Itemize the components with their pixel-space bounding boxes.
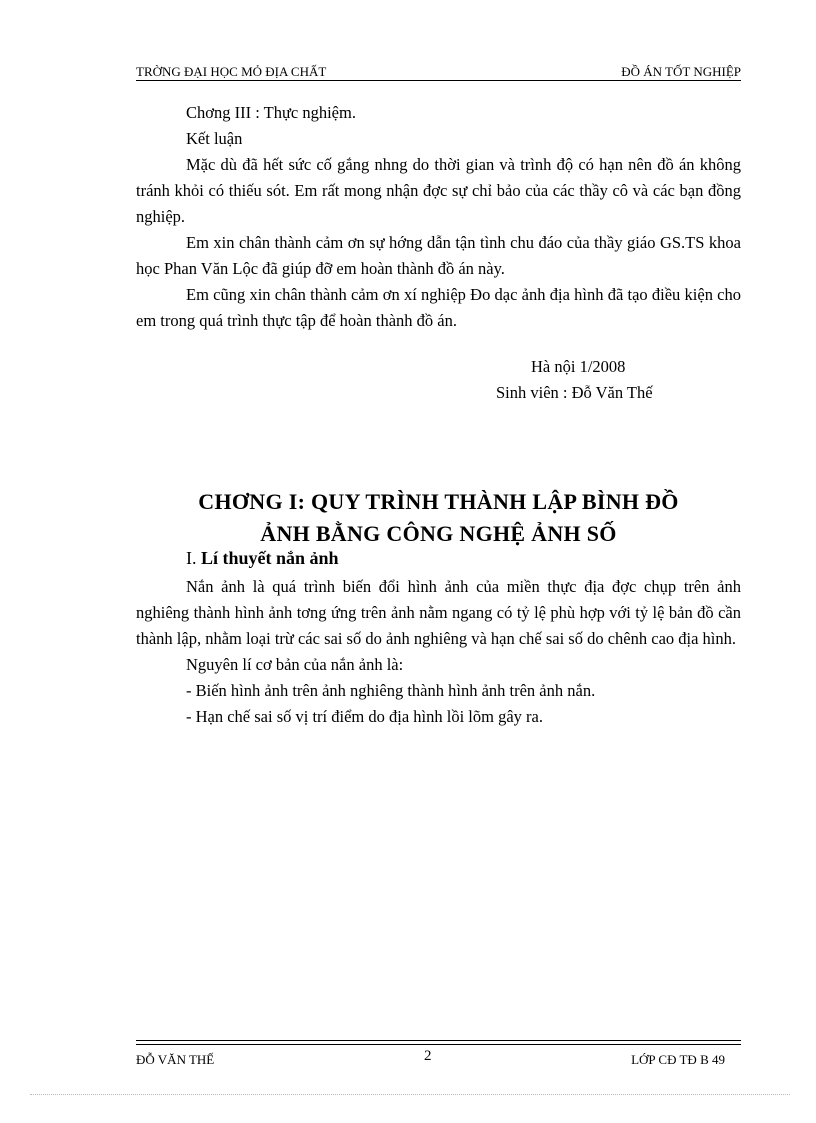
section-number: I. xyxy=(186,548,197,568)
intro-block xyxy=(136,100,741,334)
signature-student: Sinh viên : Đỗ Văn Thế xyxy=(496,383,653,402)
chapter-3-line: Chơng III : Thực nghiệm. xyxy=(186,103,356,122)
page-footer xyxy=(136,1048,741,1068)
chapter-title-line-2: ẢNH BẰNG CÔNG NGHỆ ẢNH SỐ xyxy=(260,521,617,546)
footer-author: ĐỖ VĂN THẾ xyxy=(136,1052,215,1067)
content-paragraph-1: Nắn ảnh là quá trình biến đổi hình ảnh của miền thực địa đợc chụp trên ảnh nghiêng thành hình ảnh tơng ứng trên ảnh nằm ngang có tỷ lệ phù hợp với tỷ lệ bản đồ cần thành lập, nhằm loại trừ các sai số do ảnh nghiêng và hạn chế sai số do chênh cao địa hình. xyxy=(136,577,741,648)
principle-intro: Nguyên lí cơ bản của nắn ảnh là: xyxy=(186,655,404,674)
section-heading xyxy=(186,548,339,569)
footer-class: LỚP CĐ TĐ B 49 xyxy=(631,1052,725,1067)
intro-paragraph-1: Mặc dù đã hết sức cố gắng nhng do thời gian và trình độ có hạn nên đồ án không tránh khỏi có thiếu sót. Em rất mong nhận đợc sự chỉ bảo của các thầy cô và các bạn đồng nghiệp. xyxy=(136,155,741,226)
header-school: TRỜNG ĐẠI HỌC MỎ ĐỊA CHẤT xyxy=(136,64,327,79)
chapter-title-line-1: CHƠNG I: QUY TRÌNH THÀNH LẬP BÌNH ĐỒ xyxy=(198,489,679,514)
header-doc-type: ĐỒ ÁN TỐT NGHIỆP xyxy=(621,64,741,79)
page-number: 2 xyxy=(424,1048,432,1064)
chapter-title xyxy=(136,486,741,550)
footer-rule-thin xyxy=(136,1044,741,1045)
section-title: Lí thuyết nắn ảnh xyxy=(201,548,339,568)
page-header xyxy=(136,62,741,81)
footer-rule-thick xyxy=(136,1040,741,1041)
conclusion-heading: Kết luận xyxy=(186,129,243,148)
intro-paragraph-2: Em xin chân thành cảm ơn sự hớng dẫn tận tình chu đáo của thầy giáo GS.TS khoa học Phan Văn Lộc đã giúp đỡ em hoàn thành đồ án này. xyxy=(136,233,741,278)
page-bottom-divider xyxy=(30,1094,790,1095)
intro-paragraph-3: Em cũng xin chân thành cảm ơn xí nghiệp Đo dạc ảnh địa hình đã tạo điều kiện cho em trong quá trình thực tập để hoàn thành đồ án. xyxy=(136,285,741,330)
principle-bullet-1: - Biến hình ảnh trên ảnh nghiêng thành hình ảnh trên ảnh nắn. xyxy=(186,681,596,700)
signature-date: Hà nội 1/2008 xyxy=(531,357,626,376)
principle-bullet-2: - Hạn chế sai số vị trí điểm do địa hình lồi lõm gây ra. xyxy=(186,707,543,726)
content-block xyxy=(136,574,741,730)
